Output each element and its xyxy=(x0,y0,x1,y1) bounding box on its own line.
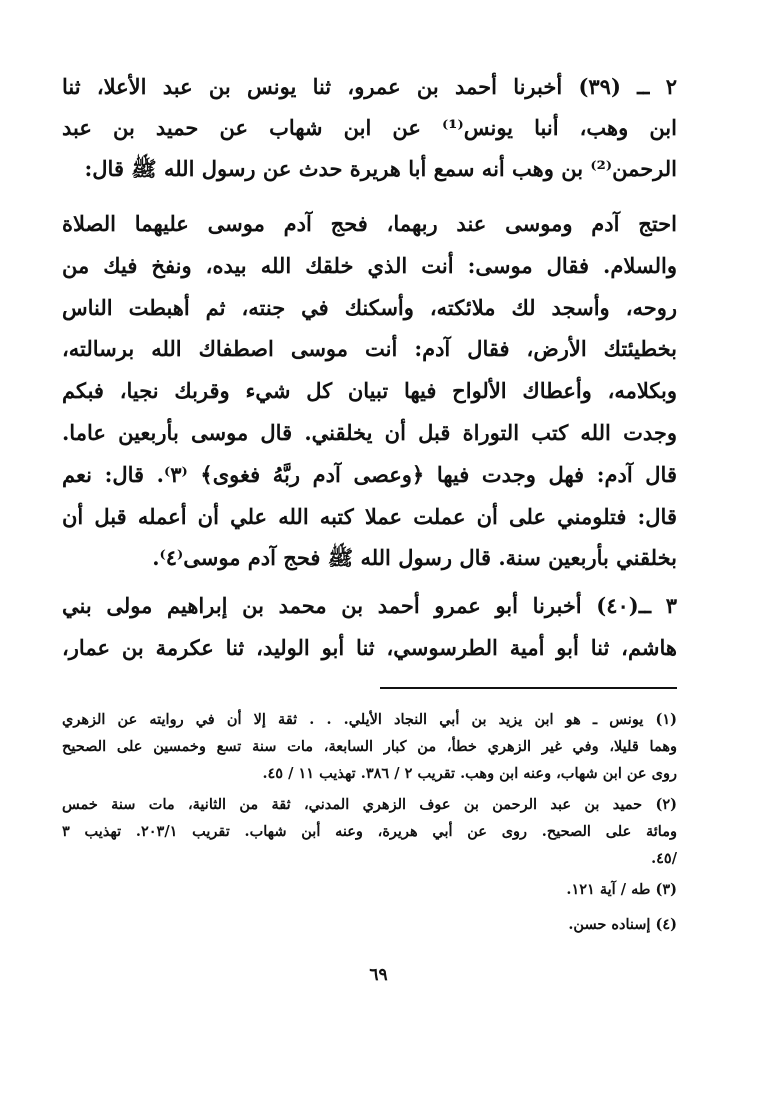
text-line: بخلقني بأربعين سنة. قال رسول الله ﷺ فحج آدم موسى⁽٤⁾. xyxy=(152,545,677,571)
text-line: بخطيئتك الأرض، فقال آدم: أنت موسى اصطفاك الله برسالته، xyxy=(62,336,677,362)
text-line: روحه، وأسجد لك ملائكته، وأسكنك في جنته، ثم أهبطت الناس xyxy=(62,294,677,320)
footnotes xyxy=(62,706,677,946)
footnote-line: /٤٥. xyxy=(651,850,677,867)
footnote-line: روى عن ابن شهاب، وعنه ابن وهب. تقريب ٢ / ٣٨٦. تهذيب ١١ / ٤٥. xyxy=(262,765,677,782)
text-line: ٣ ــ(٤٠) أخبرنا أبو عمرو أحمد بن محمد بن إبراهيم مولى بني xyxy=(62,593,677,618)
footnote-4 xyxy=(62,911,677,938)
footnote-line: (٣) طه / آية ١٢١. xyxy=(566,881,677,898)
footnote-line: (٤) إسناده حسن. xyxy=(568,916,677,933)
text-line: قال آدم: فهل وجدت فيها ﴿وعصى آدم ربَّهُ فغوى﴾ ⁽٣⁾. قال: نعم xyxy=(62,461,677,487)
hadith-paragraph-1 xyxy=(62,66,677,189)
hadith-paragraph-2 xyxy=(62,585,677,669)
text-line: وجدت الله كتب التوراة قبل أن يخلقني. قال موسى بأربعين عاما. xyxy=(62,419,677,445)
footnote-3 xyxy=(62,876,677,903)
footnote-line: وهما قليلا، وفي غير الزهري خطأ، من كبار السابعة، مات سنة تسع وخمسين على الصحيح xyxy=(62,738,677,755)
hadith-body-paragraph xyxy=(62,203,677,579)
footnote-separator xyxy=(380,687,677,689)
footnote-line: (١) يونس ـ هو ابن يزيد بن أبي النجاد الأيلي. . . ثقة إلا أن في روايته عن الزهري xyxy=(62,711,677,728)
footnote-1 xyxy=(62,706,677,787)
footnote-line: (٢) حميد بن عبد الرحمن بن عوف الزهري المدني، ثقة من الثانية، مات سنة خمس xyxy=(62,796,677,813)
text-line: الرحمن⁽²⁾ بن وهب أنه سمع أبا هريرة حدث عن رسول الله ﷺ قال: xyxy=(84,156,677,181)
text-line: هاشم، ثنا أبو أمية الطرسوسي، ثنا أبو الوليد، ثنا عكرمة بن عمار، xyxy=(62,635,677,660)
text-line: قال: فتلومني على أن عملت عملا كتبه الله علي أن أعمله قبل أن xyxy=(62,503,677,529)
footnote-2 xyxy=(62,791,677,872)
text-line: والسلام. فقال موسى: أنت الذي خلقك الله بيده، ونفخ فيك من xyxy=(62,252,677,278)
text-line: وبكلامه، وأعطاك الألواح فيها تبيان كل شيء وقربك نجيا، فبكم xyxy=(62,378,677,404)
footnote-line: ومائة على الصحيح. روى عن أبي هريرة، وعنه أبن شهاب. تقريب ٢٠٣/١. تهذيب ٣ xyxy=(62,823,677,840)
text-line: ٢ ــ (٣٩) أخبرنا أحمد بن عمرو، ثنا يونس بن عبد الأعلا، ثنا xyxy=(62,74,677,99)
text-line: احتج آدم وموسى عند ربهما، فحج آدم موسى عليهما الصلاة xyxy=(62,211,677,236)
text-line: ابن وهب، أنبا يونس⁽¹⁾ عن ابن شهاب عن حميد بن عبد xyxy=(62,115,677,140)
page-number: ٦٩ xyxy=(369,965,388,985)
